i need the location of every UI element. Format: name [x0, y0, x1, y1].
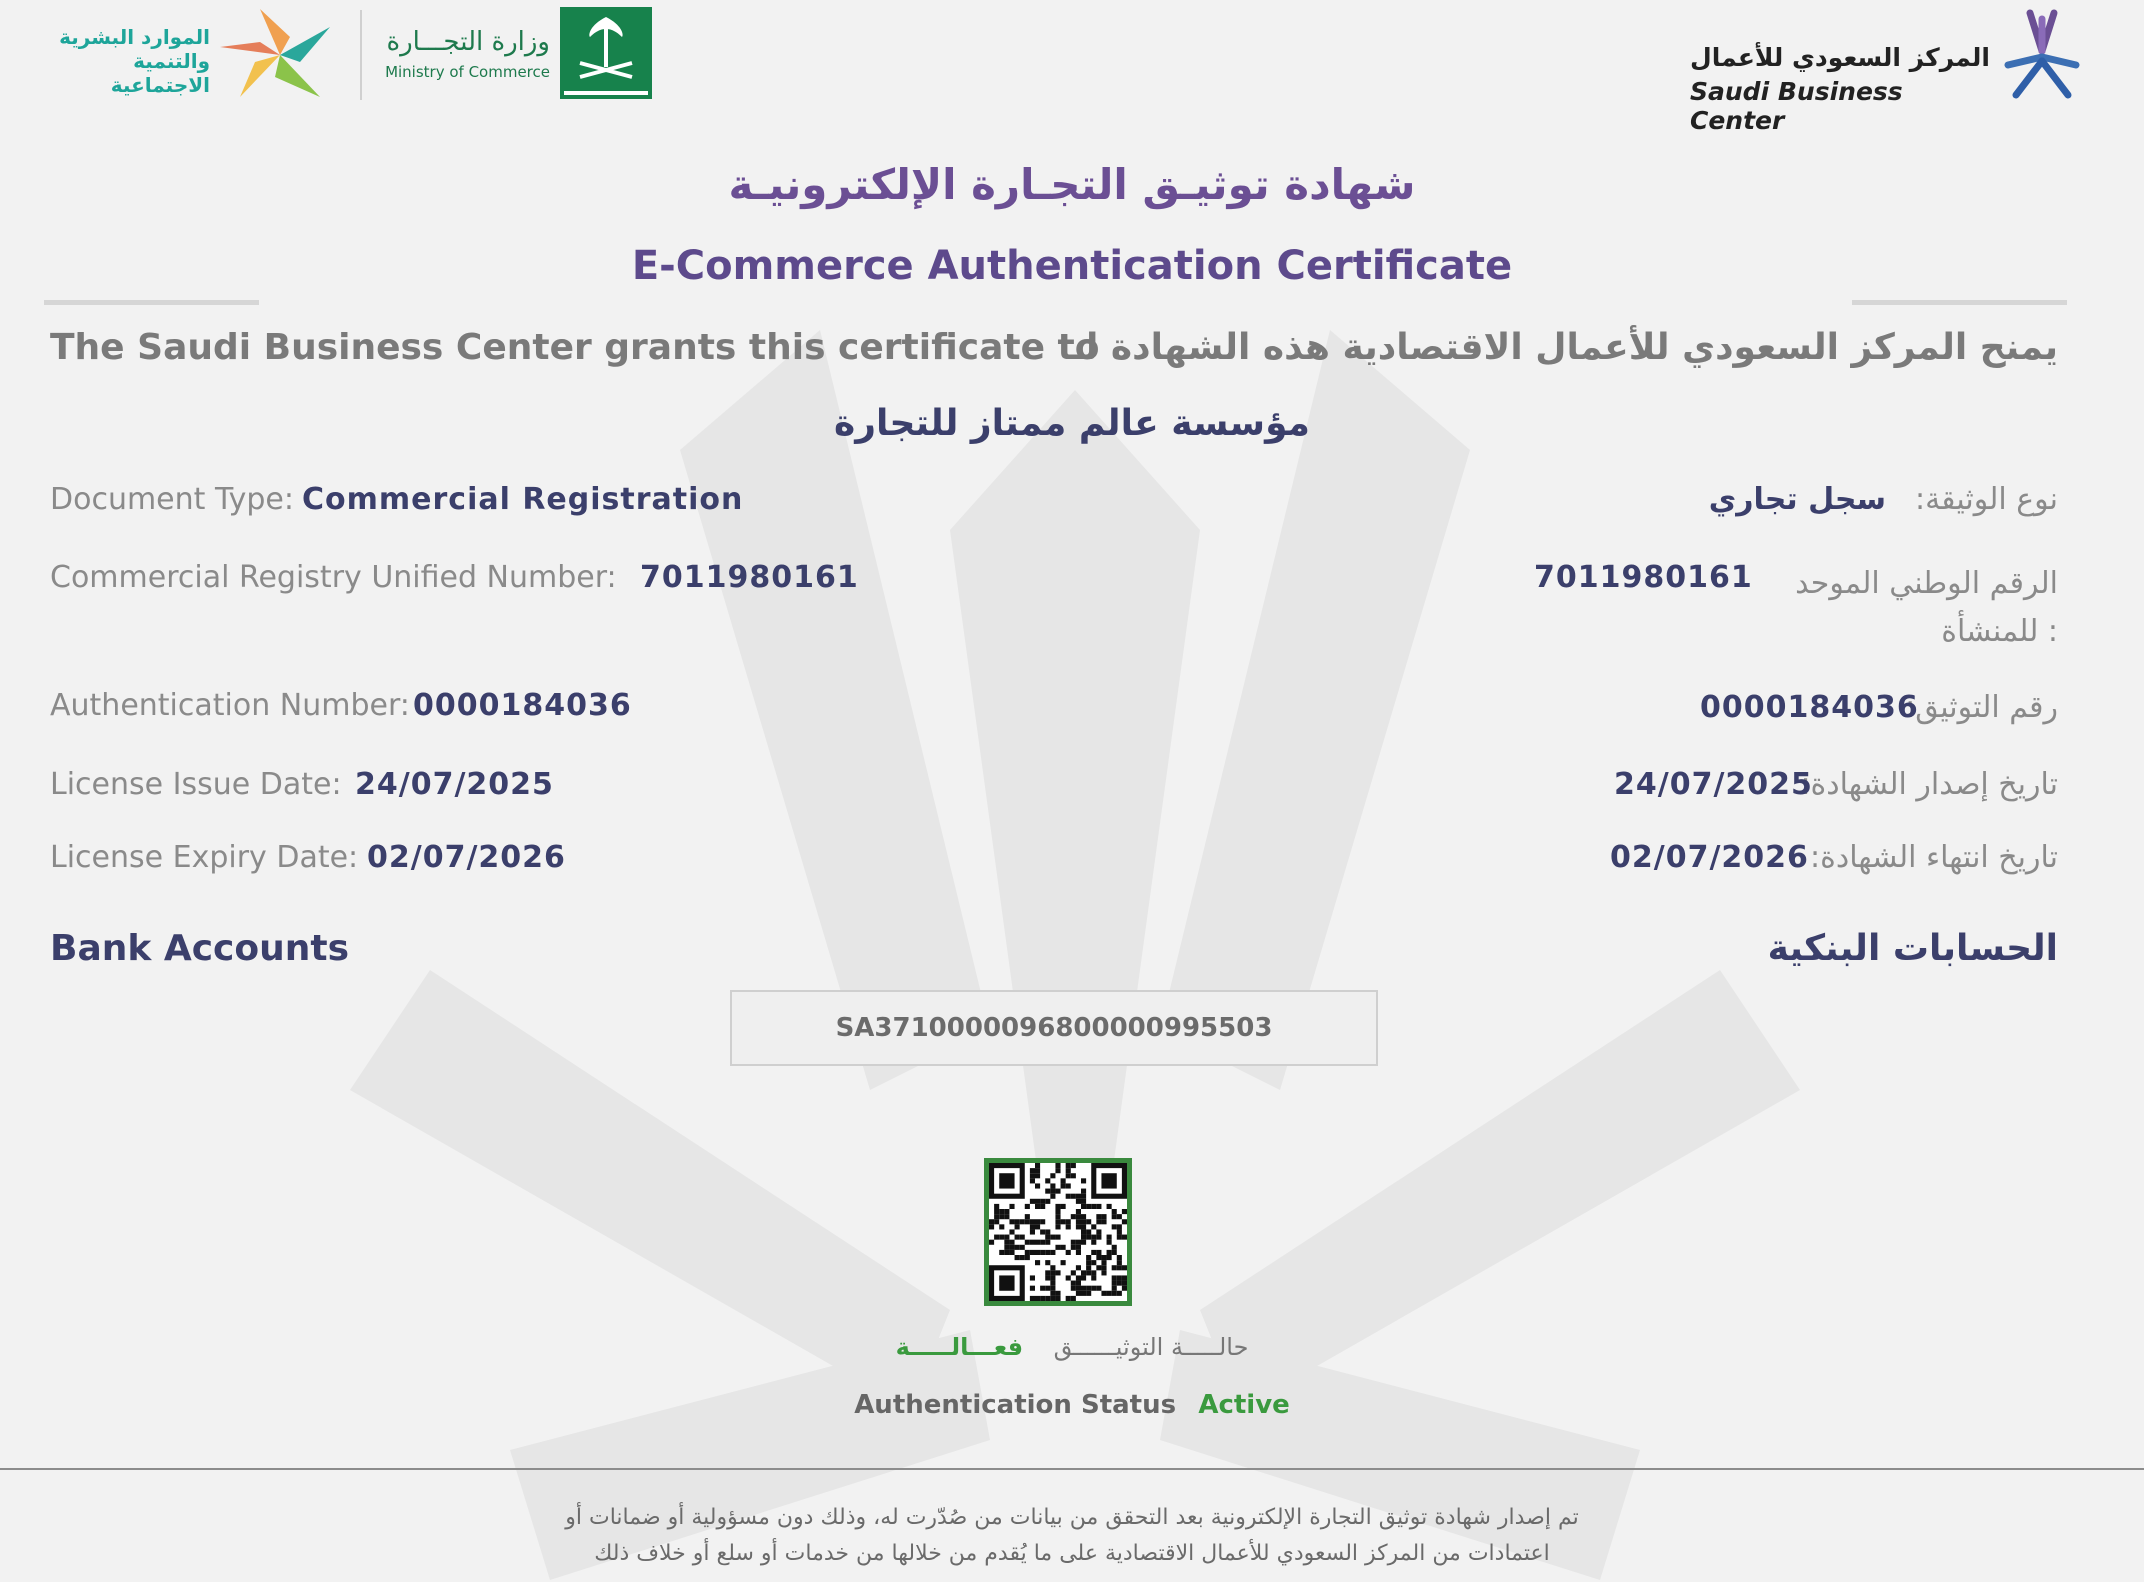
auth-status-value: Active [1198, 1390, 1290, 1420]
expiry-date-label-ar: تاريخ انتهاء الشهادة: [1810, 840, 2058, 875]
auth-status-label-ar: حالـــــة التوثيــــــق [1053, 1333, 1249, 1361]
auth-status-en [0, 1390, 2144, 1420]
divider-left [44, 300, 259, 305]
grant-statement-en: The Saudi Business Center grants this certificate to [50, 327, 1100, 368]
unified-number-label: Commercial Registry Unified Number: [50, 560, 617, 595]
moc-arabic-name: وزارة التجـــارة [386, 27, 550, 57]
auth-number-value: 0000184036 [413, 688, 632, 723]
auth-status-ar [0, 1333, 2144, 1361]
expiry-date-label: License Expiry Date: [50, 840, 359, 875]
document-type-label: Document Type: [50, 482, 294, 517]
document-type-label-ar: نوع الوثيقة: [1914, 482, 2058, 517]
sbc-star-icon [1994, 5, 2090, 101]
unified-number-value-ar: 7011980161 [1534, 560, 1753, 595]
sbc-english-name: Saudi Business Center [1690, 77, 1903, 135]
bank-accounts-title-ar: الحسابات البنكية [1767, 928, 2058, 969]
qr-code-icon [989, 1163, 1127, 1301]
bank-accounts-title: Bank Accounts [50, 928, 350, 969]
expiry-date-value-ar: 02/07/2026 [1610, 840, 1809, 875]
moc-english-name: Ministry of Commerce [385, 63, 550, 81]
issue-date-label: License Issue Date: [50, 767, 342, 802]
footer-divider [0, 1468, 2144, 1470]
sbc-logo [1690, 5, 2090, 135]
hr-flower-icon [220, 7, 340, 103]
company-name: مؤسسة عالم ممتاز للتجارة [834, 403, 1310, 444]
footer-line-1: تم إصدار شهادة توثيق التجارة الإلكترونية بعد التحقق من بيانات من صُدّرت له، وذلك دون مسؤولية أو ضمانات أو [565, 1505, 1579, 1530]
expiry-date-value: 02/07/2026 [367, 840, 566, 875]
unified-number-value: 7011980161 [640, 560, 859, 595]
verification-qr-code[interactable] [984, 1158, 1132, 1306]
iban-field: SA3710000096800000995503 [730, 990, 1378, 1066]
certificate-title-ar: شهادة توثيـق التجـارة الإلكترونيـة [728, 160, 1416, 209]
auth-status-value-ar: فعـــالـــــة [895, 1333, 1024, 1361]
unified-number-label-ar: الرقم الوطني الموحد : للمنشأة [1795, 566, 2058, 649]
issue-date-label-ar: تاريخ إصدار الشهادة: [1800, 767, 2058, 802]
auth-number-label: Authentication Number: [50, 688, 410, 723]
certificate-title-en: E-Commerce Authentication Certificate [631, 243, 1513, 289]
footer-line-2: اعتمادات من المركز السعودي للأعمال الاقتصادية على ما يُقدم من خلالها من خدمات أو سلع أو خلاف ذلك [594, 1541, 1550, 1566]
grant-statement-ar: يمنح المركز السعودي للأعمال الاقتصادية هذه الشهادة لـ [1072, 327, 2058, 368]
saudi-emblem-icon [560, 7, 652, 99]
divider-right [1852, 300, 2067, 305]
issue-date-value: 24/07/2025 [355, 767, 554, 802]
sbc-arabic-name: المركز السعودي للأعمال [1690, 43, 1990, 72]
document-type-value: Commercial Registration [302, 482, 744, 517]
auth-number-label-ar: رقم التوثيق: [1905, 690, 2058, 725]
auth-status-label: Authentication Status [854, 1390, 1177, 1420]
hr-ministry-logo [30, 5, 340, 105]
document-type-value-ar: سجل تجاري [1708, 482, 1886, 517]
footer-disclaimer [0, 1500, 2144, 1572]
auth-number-value-ar: 0000184036 [1700, 690, 1919, 725]
issue-date-value-ar: 24/07/2025 [1614, 767, 1813, 802]
moc-logo [360, 5, 660, 105]
hr-logo-text: الموارد البشرية والتنمية الاجتماعية [59, 25, 210, 97]
